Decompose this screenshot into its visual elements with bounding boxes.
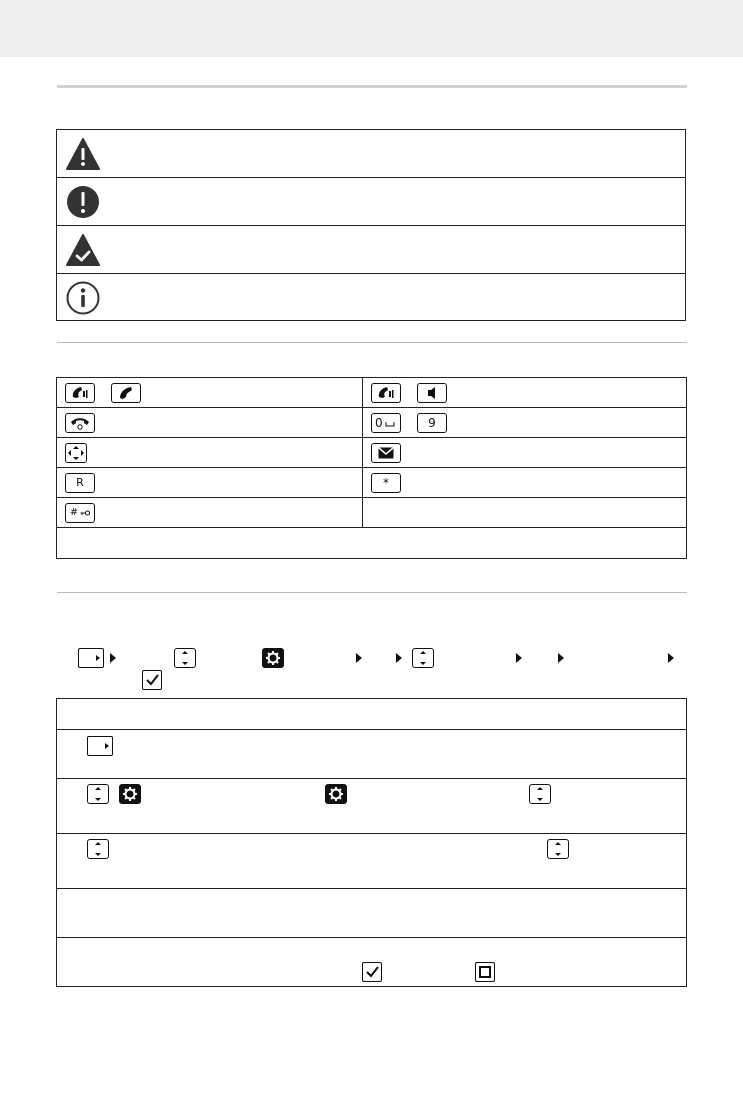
table-row — [57, 730, 686, 779]
exclamation-circle-icon — [65, 184, 101, 220]
star-key-icon: * — [371, 473, 401, 493]
talk-speaker-key-icon — [371, 383, 401, 403]
menu-key-icon — [78, 648, 104, 668]
table-row — [57, 438, 686, 468]
end-call-key-icon — [65, 413, 95, 433]
table-row — [57, 938, 686, 986]
talk-speaker-key-icon — [65, 383, 95, 403]
table-row — [57, 468, 686, 498]
settings-icon — [262, 648, 284, 668]
path-arrow-icon — [558, 653, 564, 663]
navigation-key-icon — [529, 784, 551, 804]
table-row — [57, 498, 686, 528]
table-cell — [57, 468, 363, 497]
checkbox-checked-icon — [142, 670, 162, 690]
safety-notices-table — [56, 129, 686, 321]
digit-key-0: 0 — [371, 413, 401, 433]
table-cell — [363, 498, 686, 527]
table-cell — [363, 438, 686, 467]
table-row — [57, 408, 686, 438]
navigation-key-icon — [87, 839, 109, 859]
path-arrow-icon — [356, 653, 362, 663]
handsfree-key-icon — [417, 383, 447, 403]
menu-path — [78, 648, 688, 688]
table-cell — [57, 438, 363, 467]
message-key-icon — [371, 443, 401, 463]
table-cell — [363, 468, 686, 497]
navigation-key-icon — [547, 839, 569, 859]
digit-key-9: 9 — [417, 413, 447, 433]
table-row — [57, 779, 686, 834]
hash-key-icon: # — [65, 503, 95, 523]
table-cell — [57, 528, 686, 558]
table-cell — [57, 408, 363, 437]
safety-row-info — [57, 274, 685, 320]
navigation-key-icon — [65, 443, 87, 463]
checkbox-unchecked-icon — [475, 962, 495, 982]
settings-icon — [119, 784, 141, 804]
path-arrow-icon — [516, 653, 522, 663]
table-cell — [57, 498, 363, 527]
navigation-key-icon — [412, 648, 434, 668]
settings-icon — [325, 784, 347, 804]
safety-row-ok — [57, 226, 685, 274]
warning-triangle-icon — [65, 136, 101, 172]
path-arrow-icon — [110, 653, 116, 663]
table-row — [57, 889, 686, 938]
page-header-bar — [0, 0, 743, 57]
checkbox-checked-icon — [362, 962, 382, 982]
table-row — [57, 528, 686, 558]
table-cell — [57, 378, 363, 407]
keys-table — [56, 377, 687, 559]
menu-key-icon — [87, 736, 113, 756]
section-divider — [57, 592, 687, 593]
navigation-key-icon — [174, 648, 196, 668]
table-cell — [363, 378, 686, 407]
check-triangle-icon — [65, 232, 101, 268]
path-arrow-icon — [668, 653, 674, 663]
table-row — [57, 378, 686, 408]
info-circle-icon — [65, 280, 101, 316]
table-row — [57, 699, 686, 730]
table-row — [57, 834, 686, 889]
section-divider — [57, 85, 687, 88]
talk-key-icon — [111, 383, 141, 403]
navigation-key-icon — [87, 784, 109, 804]
recall-key-icon: R — [65, 473, 95, 493]
safety-row-warning — [57, 130, 685, 178]
procedure-table — [56, 698, 687, 987]
table-cell — [363, 408, 686, 437]
section-divider — [57, 342, 687, 343]
path-arrow-icon — [396, 653, 402, 663]
safety-row-caution — [57, 178, 685, 226]
